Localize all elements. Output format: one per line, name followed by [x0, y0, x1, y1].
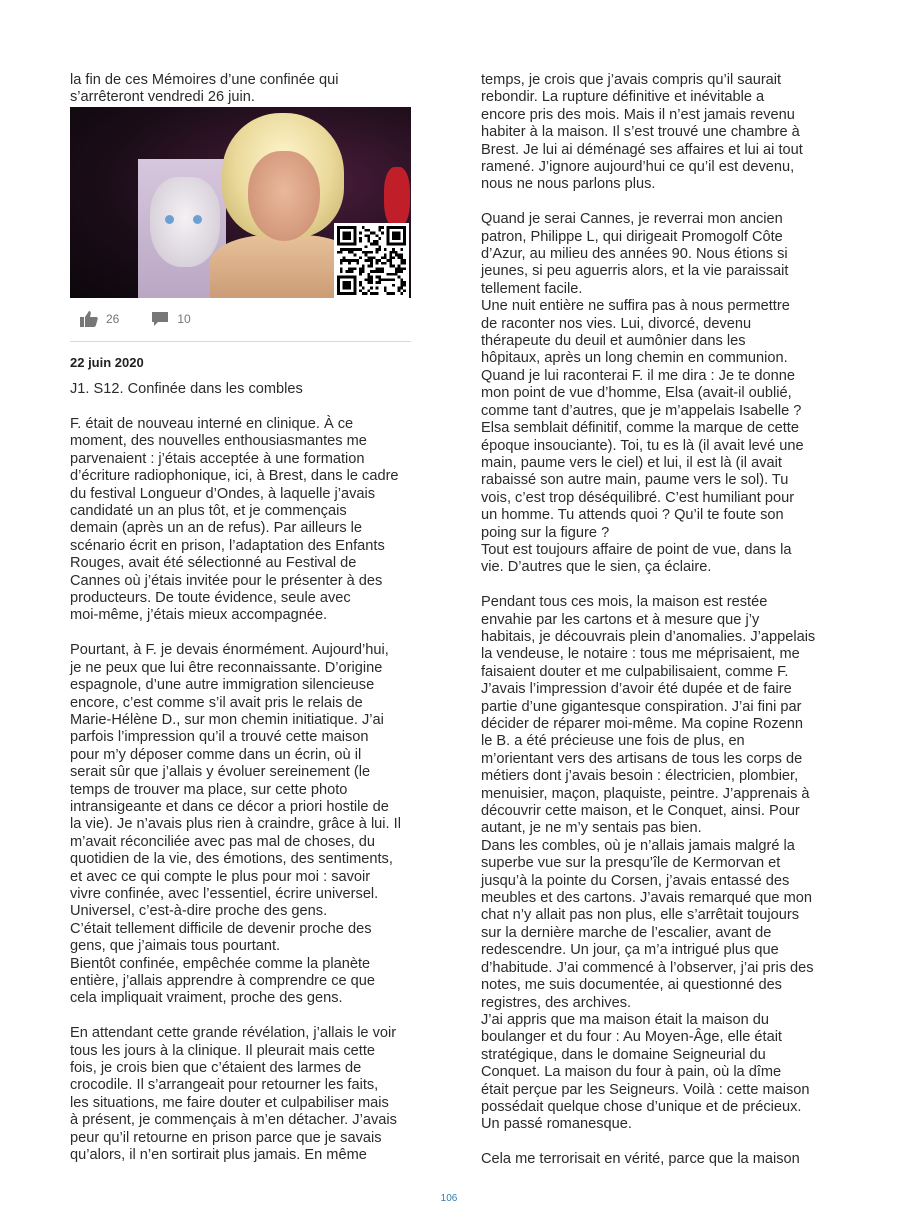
text-line: Tout est toujours affaire de point de vue, dans la — [481, 541, 792, 558]
text-line: découvrir cette maison, et le Conquet, ainsi. Pour — [481, 803, 800, 820]
text-line: la fin de ces Mémoires d’une confinée qui — [70, 72, 339, 88]
text-line: d’habitude. J’ai commencé à l’observer, j’ai pris des — [481, 959, 814, 976]
text-line: C’était tellement difficile de devenir proche des — [70, 920, 372, 937]
text-line: superbe vue sur la presqu’île de Kermorvan et — [481, 855, 781, 872]
text-line: moment, des nouvelles enthousiasmantes me — [70, 433, 367, 450]
text-line: Brest. Je lui ai déménagé ses affaires et lui ai tout — [481, 141, 803, 158]
text-line: vie. D’autres que le sien, ça éclaire. — [481, 559, 712, 576]
text-line: registres, des archives. — [481, 994, 632, 1011]
thumbs-up-icon — [80, 311, 98, 327]
text-line: En attendant cette grande révélation, j’allais le voir — [70, 1025, 397, 1042]
text-line: comme tant d’autres, que je m’appelais Isabelle ? — [481, 402, 802, 419]
text-line: moi-même, j’étais mieux accompagnée. — [70, 607, 328, 624]
text-line: producteurs. De toute évidence, seule avec — [70, 590, 351, 607]
text-line: vois, c’est trop déséquilibré. C’est humiliant pour — [481, 489, 795, 506]
text-line: Marie-Hélène D., sur mon chemin initiatique. J’ai — [70, 711, 384, 728]
text-line: F. était de nouveau interné en clinique. À ce — [70, 416, 354, 433]
text-line: Pourtant, à F. je devais énormément. Aujourd’hui, — [70, 642, 389, 659]
text-line: époque insouciante). Toi, tu es là (il avait levé une — [481, 437, 804, 454]
text-line: serait sûr que j’allais y évoluer sereinement (le — [70, 764, 371, 781]
text-line: poing sur la figure ? — [481, 524, 610, 541]
social-bar — [70, 298, 411, 342]
comment-icon — [151, 311, 169, 327]
text-line: pour m’y déposer comme dans un écrin, où il — [70, 746, 362, 763]
text-line: Elsa semblait définitif, comme la marque de cette — [481, 420, 799, 437]
video-thumbnail[interactable] — [70, 107, 411, 298]
text-line: rebondir. La rupture définitive et inévitable a — [481, 89, 765, 106]
text-line: temps, je crois que j’avais compris qu’il saurait — [481, 72, 782, 88]
text-line: stratégique, dans le domaine Seigneurial du — [481, 1046, 766, 1063]
text-line: demain (après un an de refus). Par ailleurs le — [70, 520, 363, 537]
text-line: m’orientant vers des artisans de tous les corps de — [481, 750, 803, 767]
text-line: Cela me terrorisait en vérité, parce que la maison — [481, 1151, 800, 1168]
text-line: à présent, je commençais à m’en détacher. J’avais — [70, 1112, 397, 1129]
text-line: d’écriture radiophonique, ici, à Brest, dans le cadre — [70, 468, 399, 485]
text-line: quotidien de la vie, des émotions, des sentiments, — [70, 851, 393, 868]
text-line: et avec ce qui compte le plus pour moi : savoir — [70, 868, 371, 885]
text-line: qu’alors, il n’en sortirait plus jamais. En même — [70, 1147, 367, 1164]
left-column — [70, 72, 415, 1164]
text-line: crocodile. Il s’arrangeait pour retourner les faits, — [70, 1077, 379, 1094]
text-line: je ne peux que lui être reconnaissante. D’origine — [70, 659, 383, 676]
text-line: possédait quelque chose d’unique et de précieux. — [481, 1098, 802, 1115]
text-line: habiter à la maison. Il s’est trouvé une chambre à — [481, 124, 800, 141]
qr-code-icon — [334, 223, 409, 298]
text-line: jeunes, si peu aguerris alors, et la vie paraissait — [481, 263, 789, 280]
text-line: du festival Longueur d’Ondes, à laquelle j’avais — [70, 485, 376, 502]
text-line: vivre confinée, avec l’essentiel, écrire universel. — [70, 885, 379, 902]
text-line: jusqu’à la pointe du Corsen, j’avais entassé des — [481, 872, 790, 889]
text-line: s’arrêteront vendredi 26 juin. — [70, 89, 255, 106]
text-line: Rouges, avait été sélectionné au Festival de — [70, 555, 357, 572]
text-line: métiers dont j’avais besoin : électricien, plombier, — [481, 768, 799, 785]
text-line: envahie par les cartons et à mesure que j’y — [481, 611, 760, 628]
text-line: meubles et des cartons. J’avais remarqué que mon — [481, 890, 812, 907]
text-line: les situations, me faire douter et culpabiliser mais — [70, 1094, 389, 1111]
text-line: menuisier, maçon, plaquiste, peintre. J’apprenais à — [481, 785, 810, 802]
text-line: Un passé romanesque. — [481, 1116, 632, 1133]
intro-text — [70, 72, 415, 107]
text-line: boulanger et du four : Au Moyen-Âge, elle était — [481, 1029, 782, 1046]
text-line: espagnole, d’une autre immigration silencieuse — [70, 677, 375, 694]
text-line: de raconter nos vies. Lui, divorcé, devenu — [481, 315, 752, 332]
text-line: redescendre. Un jour, ça m’a intrigué plus que — [481, 942, 779, 959]
paragraph — [70, 416, 415, 625]
text-line: Une nuit entière ne suffira pas à nous permettre — [481, 298, 790, 315]
text-line: gens, que j’aimais tous pourtant. — [70, 938, 281, 955]
text-line: rabaissé son autre main, paume vers le sol). Tu — [481, 472, 789, 489]
text-line: Quand je lui raconterai F. il me dira : Je te donne — [481, 367, 795, 384]
text-line: la vie). Je n’avais plus rien à craindre, grâce à lui. Il — [70, 816, 401, 833]
text-line: chat n’y allait pas non plus, elle s’arrêtait toujours — [481, 907, 799, 924]
text-line: tous les jours à la clinique. Il pleurait mais cette — [70, 1042, 375, 1059]
text-line: autant, je ne m’y sentais pas bien. — [481, 820, 702, 837]
right-column — [481, 72, 826, 1169]
text-line: habitais, je découvrais plein d’anomalies. J’appelais — [481, 628, 816, 645]
text-line: main, paume vers le ciel) et lui, il est là (il avait — [481, 454, 782, 471]
paragraph — [481, 72, 826, 194]
text-line: Cannes où j’étais invitée pour le présenter à des — [70, 572, 383, 589]
text-line: fois, je crois bien que c’étaient des larmes de — [70, 1060, 362, 1077]
text-line: m’avait réconciliée avec pas mal de choses, du — [70, 833, 376, 850]
text-line: peur qu’il retourne en prison parce que je savais — [70, 1129, 382, 1146]
paragraph — [481, 211, 826, 577]
text-line: ramené. J’ignore aujourd’hui ce qu’il est devenu, — [481, 159, 795, 176]
text-line: un homme. Tu attends quoi ? Qu’il te foute son — [481, 507, 784, 524]
text-line: encore pris des mois. Mais il n’est jamais revenu — [481, 106, 795, 123]
likes-group[interactable] — [80, 311, 119, 328]
text-line: Pendant tous ces mois, la maison est restée — [481, 594, 768, 611]
text-line: sur la dernière marche de l’escalier, avant de — [481, 924, 772, 941]
text-line: partie d’une gigantesque conspiration. J’ai fini par — [481, 698, 802, 715]
text-line: nous ne nous parlons plus. — [481, 176, 656, 193]
text-line: thérapeute du deuil et aumônier dans les — [481, 333, 746, 350]
text-line: entière, j’allais apprendre à comprendre ce que — [70, 973, 376, 989]
text-line: Universel, c’est-à-dire proche des gens. — [70, 903, 328, 920]
text-line: temps de trouver ma place, sur cette photo — [70, 781, 348, 798]
text-line: scénario écrit en prison, l’adaptation des Enfants — [70, 537, 385, 554]
text-line: Dans les combles, où je n’allais jamais malgré la — [481, 837, 795, 854]
comments-group[interactable] — [151, 311, 190, 328]
paragraph — [70, 642, 415, 1008]
text-line: d’Azur, au milieu des années 90. Nous étions si — [481, 246, 788, 263]
text-line: tellement facile. — [481, 280, 583, 297]
post-date: 22 juin 2020 — [70, 354, 144, 370]
text-line: intransigeante et dans ce décor a priori hostile de — [70, 798, 389, 815]
text-line: la vendeuse, le notaire : tous me méprisaient, me — [481, 646, 800, 663]
text-line: J’avais l’impression d’avoir été dupée et de faire — [481, 681, 792, 698]
text-line: candidaté un an plus tôt, et je commençais — [70, 503, 347, 520]
paragraph — [70, 1025, 415, 1164]
text-line: décider de réparer moi-même. Ma copine Rozenn — [481, 716, 804, 732]
text-line: Bientôt confinée, empêchée comme la planète — [70, 955, 371, 972]
text-line: cela impliquait vraiment, proche des gens. — [70, 990, 343, 1007]
text-line: patron, Philippe L, qui dirigeait Promogolf Côte — [481, 228, 783, 245]
text-line: notes, me suis documentée, ai questionné des — [481, 977, 782, 994]
text-line: était perçue par les Seigneurs. Voilà : cette maison — [481, 1081, 810, 1098]
text-line: parvenaient : j’étais acceptée à une formation — [70, 450, 365, 467]
post-subtitle: J1. S12. Confinée dans les combles — [70, 381, 303, 398]
text-line: encore, c’est comme s’il avait pris le relais de — [70, 694, 363, 711]
page-number: 106 — [440, 1193, 458, 1204]
text-line: Conquet. La maison du four à pain, où la dîme — [481, 1064, 782, 1081]
text-line: parfois l’impression qu’il a trouvé cette maison — [70, 729, 369, 746]
text-line: J’ai appris que ma maison était la maison du — [481, 1011, 769, 1028]
text-line: le B. a été précieuse une fois de plus, en — [481, 733, 745, 750]
text-line: mon point de vue d’homme, Elsa (avait-il oublié, — [481, 385, 792, 402]
text-line: hôpitaux, après un long chemin en communion. — [481, 350, 788, 367]
text-line: Quand je serai Cannes, je reverrai mon ancien — [481, 211, 783, 228]
comments-count: 10 — [177, 311, 191, 326]
paragraph — [481, 1151, 826, 1168]
text-line: faisaient douter et me culpabilisaient, comme F. — [481, 663, 789, 680]
paragraph — [481, 594, 826, 1134]
likes-count: 26 — [106, 311, 120, 326]
